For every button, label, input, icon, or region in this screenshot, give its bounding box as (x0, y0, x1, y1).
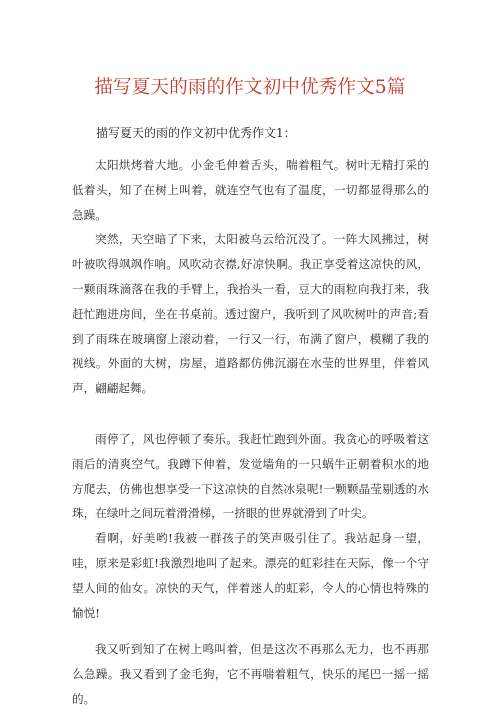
document-body (72, 123, 429, 712)
paragraph-3: 雨停了，风也停顿了奏乐。我赶忙跑到外面。我贪心的呼吸着这雨后的清爽空气。我蹲下伸着，发觉墙角的一只蜗牛正朝着积水的地方爬去，仿佛也想享受一下这凉快的自然冰泉呢!一颗颗晶莹剔透的水珠，在绿叶之间玩着滑滑梯，一挤眼的世界就滑到了叶尖。 (72, 431, 429, 521)
document-title: 描写夏天的雨的作文初中优秀作文5篇 (94, 77, 406, 98)
paragraph-5: 我又听到知了在树上鸣叫着，但是这次不再那么无力，也不再那么急躁。我又看到了金毛狗，它不再喘着粗气，快乐的尾巴一摇一摇的。 (72, 642, 429, 706)
paragraph-1: 太阳烘烤着大地。小金毛伸着舌头，喘着粗气。树叶无精打采的低着头，知了在树上叫着，就连空气也有了温度，一切都显得那么的急躁。 (72, 158, 429, 222)
paragraph-2: 突然，天空暗了下来，太阳被乌云给沉没了。一阵大风拂过，树叶被吹得飒飒作响。风吹动衣襟,好凉快啊。我正享受着这凉快的风，一颗雨珠滴落在我的手臂上，我抬头一看，豆大的雨粒向我打来，我赶忙跑进房间，坐在书桌前。透过窗户，我听到了风吹树叶的声音;看到了雨珠在玻璃窗上滚动着，一行又一行，布满了窗户，模糊了我的视线。外面的大树，房屋，道路都仿佛沉溺在水莹的世界里，伴着风声，翩翩起舞。 (72, 232, 429, 396)
paragraph-4: 看啊，好美哟!我被一群孩子的笑声吸引住了。我站起身一望，哇，原来是彩虹!我激烈地叫了起来。漂亮的虹彩挂在天际，像一个守望人间的仙女。凉快的天气，伴着迷人的虹彩，令人的心情也特殊的愉悦! (72, 531, 429, 620)
section-subtitle: 描写夏天的雨的作文初中优秀作文1： (96, 126, 296, 140)
